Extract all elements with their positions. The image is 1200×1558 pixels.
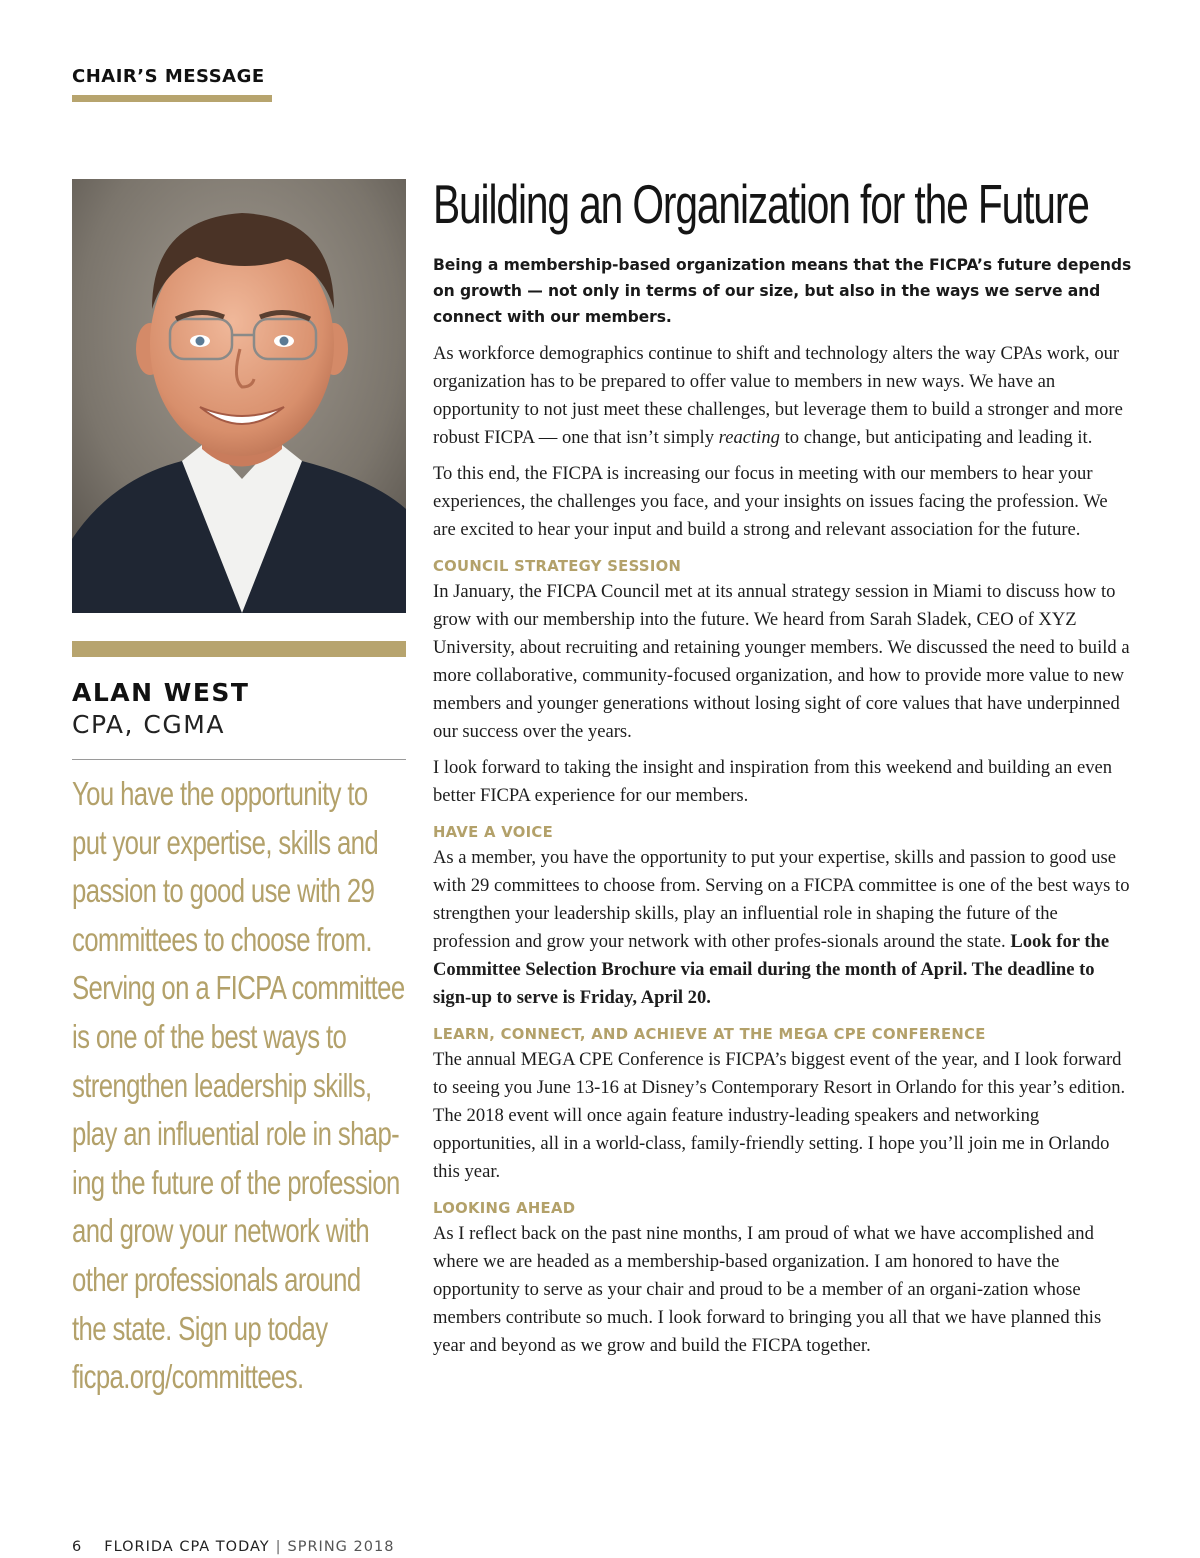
paragraph: As I reflect back on the past nine months, I am proud of what we have accomplished and where we are headed as a membership-based organization. I am honored to have the opportunity to serve as your chair and proud to be a member of an organi-zation whose members contribute so much. I look forward to bringing you all that we have planned this year and beyond as we grow and build the FICPA together. — [433, 1223, 1102, 1356]
page-footer — [72, 1539, 394, 1555]
author-name: ALAN WEST — [72, 678, 250, 707]
magazine-title: FLORIDA CPA TODAY — [104, 1539, 270, 1555]
author-photo — [72, 179, 406, 613]
author-divider — [72, 759, 406, 760]
paragraph: To this end, the FICPA is increasing our focus in meeting with our members to hear your experiences, the challenges you face, and your insights on issues facing the profession. We are excited to hear your input and build a strong and relevant association for the future. — [433, 463, 1108, 540]
section-rule — [72, 95, 272, 102]
pull-quote-line: passion to good use with 29 — [72, 872, 375, 910]
paragraph: As a member, you have the opportunity to put your expertise, skills and passion to good use with 29 committees to choose from. Serving on a FICPA committee is one of the best ways to strengthen your leadership skills, play an influential role in shaping the future of the profession and grow your network with other profes-sionals around the state. Look for the Committee Selection Brochure via email during the month of April. The deadline to sign-up to serve is Friday, April 20. — [433, 847, 1130, 1008]
subheading-council: COUNCIL STRATEGY SESSION — [433, 558, 682, 575]
pull-quote-line: play an influential role in shap- — [72, 1115, 400, 1153]
pull-quote-line: committees to choose from. — [72, 920, 372, 958]
pull-quote-line: ficpa.org/committees. — [72, 1358, 304, 1396]
author-credentials: CPA, CGMA — [72, 710, 225, 739]
article-body — [433, 252, 1133, 1368]
footer-separator: | — [275, 1539, 282, 1555]
pull-quote-line: strengthen leadership skills, — [72, 1066, 372, 1104]
pull-quote-line: other professionals around — [72, 1260, 361, 1298]
subheading-voice: HAVE A VOICE — [433, 824, 553, 841]
page-number: 6 — [72, 1539, 83, 1555]
article-title: Building an Organization for the Future — [433, 173, 1089, 235]
paragraph: The annual MEGA CPE Conference is FICPA’s biggest event of the year, and I look forward to seeing you June 13-16 at Disney’s Contemporary Resort in Orlando for this year’s edition. The 2018 event will once again feature industry-leading speakers and networking opportunities, all in a world-class, family-friendly setting. I hope you’ll join me in Orlando this year. — [433, 1049, 1126, 1182]
pull-quote-line: You have the opportunity to — [72, 775, 368, 812]
pull-quote-line: and grow your network with — [72, 1212, 370, 1250]
article-intro: Being a membership-based organization means that the FICPA’s future depends on growth — not only in terms of our size, but also in the ways we serve and connect with our members. — [433, 256, 1132, 326]
issue-label: SPRING 2018 — [287, 1539, 395, 1555]
pull-quote-line: ing the future of the profession — [72, 1163, 400, 1201]
pull-quote-line: is one of the best ways to — [72, 1017, 347, 1055]
pull-quote-line: put your expertise, skills and — [72, 823, 379, 861]
paragraph: I look forward to taking the insight and inspiration from this weekend and building an even better FICPA experience for our members. — [433, 757, 1113, 806]
author-name-bar — [72, 641, 406, 657]
subheading-looking-ahead: LOOKING AHEAD — [433, 1200, 576, 1217]
subheading-mega-cpe: LEARN, CONNECT, AND ACHIEVE AT THE MEGA CPE CONFERENCE — [433, 1026, 986, 1043]
pull-quote-line: Serving on a FICPA committee — [72, 969, 405, 1007]
pull-quote — [72, 770, 405, 1402]
pull-quote-line: the state. Sign up today — [72, 1309, 328, 1347]
paragraph: In January, the FICPA Council met at its annual strategy session in Miami to discuss how to grow with our membership into the future. We heard from Sarah Sladek, CEO of XYZ University, about recruiting and retaining younger members. We discussed the need to build a more collaborative, community-focused organization, and how to provide more value to new members and younger generations without losing sight of core values that have underpinned our success over the years. — [433, 581, 1130, 742]
paragraph: As workforce demographics continue to shift and technology alters the way CPAs work, our organization has to be prepared to offer value to members in new ways. We have an opportunity to not just meet these challenges, but leverage them to build a stronger and more robust FICPA — one that isn’t simply reacting to change, but anticipating and leading it. — [433, 343, 1123, 448]
section-label: CHAIR’S MESSAGE — [72, 66, 265, 87]
